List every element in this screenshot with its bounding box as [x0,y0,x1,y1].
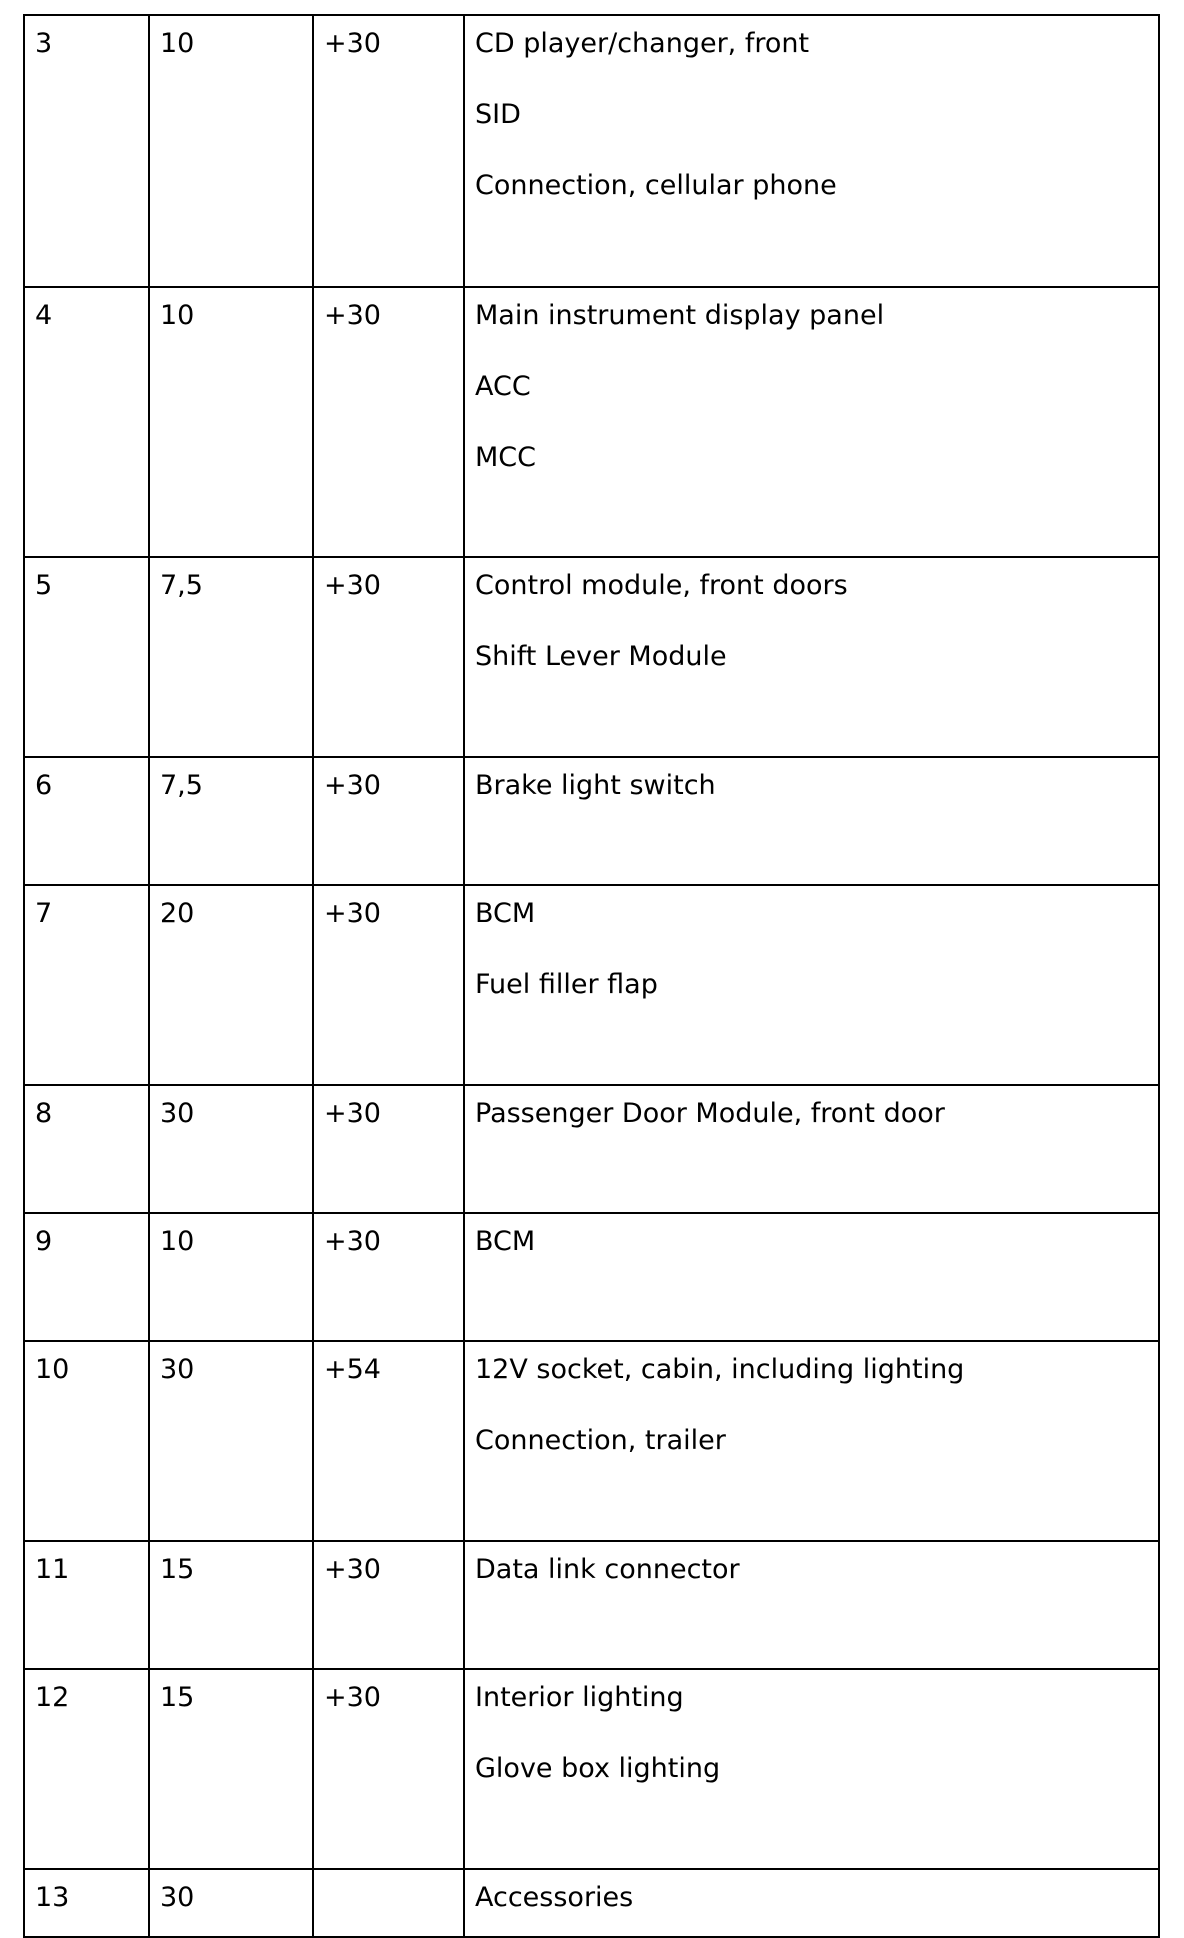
fuse-number-cell: 12 [24,1669,149,1869]
supply-cell: +30 [313,757,464,885]
components-cell [464,15,1159,287]
supply-cell [313,1869,464,1937]
supply-cell: +30 [313,885,464,1085]
supply-cell: +30 [313,1085,464,1213]
table-row [24,885,1159,1085]
supply-cell: +54 [313,1341,464,1541]
components-cell [464,885,1159,1085]
supply-cell: +30 [313,557,464,757]
component-label: Brake light switch [475,770,716,801]
fuse-number-cell: 6 [24,757,149,885]
amperage-cell: 30 [149,1869,313,1937]
components-cell [464,1869,1159,1937]
component-label: 12V socket, cabin, including lighting [475,1354,965,1385]
amperage-cell: 7,5 [149,757,313,885]
amperage-cell: 10 [149,1213,313,1341]
table-row [24,757,1159,885]
components-cell [464,757,1159,885]
fuse-table [23,14,1160,1938]
table-row [24,287,1159,557]
component-label: Connection, cellular phone [475,170,837,201]
table-row [24,1341,1159,1541]
supply-cell: +30 [313,15,464,287]
table-row [24,1085,1159,1213]
component-label: Control module, front doors [475,570,848,601]
component-label: Interior lighting [475,1682,684,1713]
table-row [24,15,1159,287]
supply-cell: +30 [313,1669,464,1869]
fuse-number-cell: 3 [24,15,149,287]
components-cell [464,557,1159,757]
fuse-number-cell: 13 [24,1869,149,1937]
amperage-cell: 20 [149,885,313,1085]
component-label: Connection, trailer [475,1425,726,1456]
components-cell [464,1085,1159,1213]
table-row [24,1669,1159,1869]
component-label: Shift Lever Module [475,641,727,672]
components-cell [464,1669,1159,1869]
amperage-cell: 30 [149,1341,313,1541]
fuse-number-cell: 8 [24,1085,149,1213]
fuse-number-cell: 7 [24,885,149,1085]
components-cell [464,1213,1159,1341]
component-label: Main instrument display panel [475,300,885,331]
amperage-cell: 15 [149,1669,313,1869]
amperage-cell: 30 [149,1085,313,1213]
fuse-number-cell: 9 [24,1213,149,1341]
table-row [24,1213,1159,1341]
fuse-table-body [24,15,1159,1937]
component-label: Passenger Door Module, front door [475,1098,945,1129]
component-label: BCM [475,1226,536,1257]
component-label: MCC [475,442,537,473]
table-row [24,557,1159,757]
amperage-cell: 7,5 [149,557,313,757]
amperage-cell: 10 [149,15,313,287]
amperage-cell: 10 [149,287,313,557]
fuse-number-cell: 4 [24,287,149,557]
supply-cell: +30 [313,1541,464,1669]
components-cell [464,1541,1159,1669]
components-cell [464,287,1159,557]
components-cell [464,1341,1159,1541]
supply-cell: +30 [313,287,464,557]
supply-cell: +30 [313,1213,464,1341]
component-label: SID [475,99,521,130]
fuse-number-cell: 5 [24,557,149,757]
component-label: ACC [475,371,531,402]
table-row [24,1869,1159,1937]
component-label: Fuel filler flap [475,969,658,1000]
component-label: Data link connector [475,1554,740,1585]
fuse-number-cell: 10 [24,1341,149,1541]
component-label: Accessories [475,1882,634,1913]
fuse-number-cell: 11 [24,1541,149,1669]
component-label: CD player/changer, front [475,28,810,59]
component-label: BCM [475,898,536,929]
component-label: Glove box lighting [475,1753,721,1784]
amperage-cell: 15 [149,1541,313,1669]
table-row [24,1541,1159,1669]
